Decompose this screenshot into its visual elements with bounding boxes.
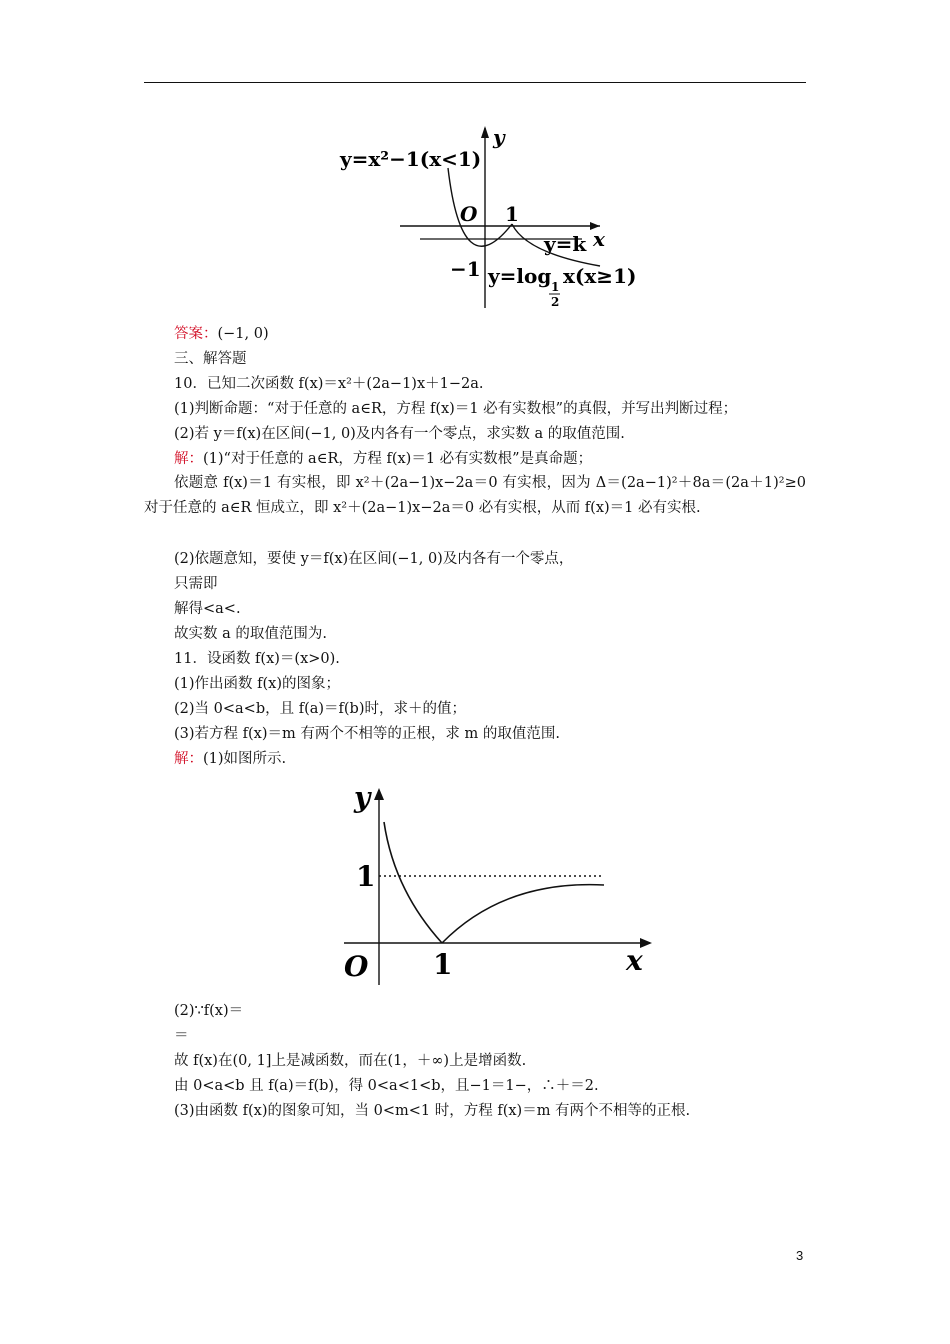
label-origin: O [460, 202, 478, 226]
answer-line [174, 324, 269, 344]
label-parabola: y=x²−1(x<1) [340, 147, 482, 171]
q11-part2: (2)当 0<a<b，且 f(a)＝f(b)时，求＋的值； [174, 701, 466, 717]
label-y: y [354, 781, 371, 814]
sol11-line1-text: (1)如图所示. [203, 751, 287, 767]
y-axis-arrow [481, 126, 489, 138]
sol11b-line4: 由 0<a<b 且 f(a)＝f(b)，得 0<a<1<b，且−1＝1−，∴＋＝2. [174, 1078, 599, 1094]
y-axis-arrow [374, 788, 384, 800]
answer-label: 答案： [174, 326, 218, 342]
sol10-line4: 解得<a<. [174, 601, 241, 617]
section-heading: 三、解答题 [174, 351, 247, 367]
sol10-label: 解： [174, 451, 203, 467]
decreasing-branch [384, 822, 442, 943]
sol10-line5: 故实数 a 的取值范围为. [174, 626, 327, 642]
increasing-branch [442, 885, 604, 943]
label-origin: O [344, 950, 369, 983]
sol10-paragraph: 依题意 f(x)＝1 有实根，即 x²＋(2a−1)x−2a＝0 有实根，因为 Δ＝(2a−1)²＋8a＝(2a＋1)²≥0 对于任意的 a∈R 恒成立，即 x²＋(2a−1)x−2a＝0 必有实根，从而 f(x)＝1 必有实根. [144, 475, 806, 516]
q11-part1: (1)作出函数 f(x)的图象； [174, 676, 341, 692]
sol11b-line1: (2)∵f(x)＝ [174, 1003, 244, 1019]
figure-fx-graph [334, 780, 664, 990]
sol11b-line5: (3)由函数 f(x)的图象可知，当 0<m<1 时，方程 f(x)＝m 有两个不相等的正根. [174, 1103, 691, 1119]
label-x: x [626, 944, 643, 977]
sol11b-line3: 故 f(x)在(0, 1]上是减函数，而在(1，＋∞)上是增函数. [174, 1053, 527, 1069]
sol11-line1 [174, 749, 286, 769]
sol10-line1-text: (1)“对于任意的 a∈R，方程 f(x)＝1 必有实数根”是真命题； [203, 451, 593, 467]
label-k: y=k [544, 232, 587, 256]
label-log-base-den: 2 [551, 295, 560, 309]
sol11-label: 解： [174, 751, 203, 767]
label-one: 1 [505, 202, 519, 226]
label-neg-one: −1 [450, 257, 481, 281]
page-number: 3 [796, 1248, 804, 1263]
label-log: y=log [488, 264, 552, 288]
label-y: y [493, 125, 505, 149]
sol11b-line2: ＝ [174, 1028, 189, 1044]
sol10-line2: (2)依题意知，要使 y＝f(x)在区间(−1, 0)及内各有一个零点， [174, 551, 574, 567]
sol10-line3: 只需即 [174, 576, 218, 592]
q10-stem: 10．已知二次函数 f(x)＝x²＋(2a−1)x＋1−2a. [174, 376, 484, 392]
q10-part2: (2)若 y＝f(x)在区间(−1, 0)及内各有一个零点，求实数 a 的取值范围. [174, 426, 625, 442]
q11-part3: (3)若方程 f(x)＝m 有两个不相等的正根，求 m 的取值范围. [174, 726, 560, 742]
answer-value: (−1, 0) [217, 326, 269, 342]
sol10-line1 [174, 449, 592, 469]
label-one-y: 1 [356, 860, 376, 893]
label-one-x: 1 [433, 948, 453, 981]
label-log-rest: x(x≥1) [563, 264, 637, 288]
q10-part1: (1)判断命题：“对于任意的 a∈R，方程 f(x)＝1 必有实数根”的真假，并写出判断过程； [174, 401, 738, 417]
label-x: x [593, 227, 605, 251]
q11-stem: 11．设函数 f(x)＝(x>0). [174, 651, 340, 667]
figure-parabola-log [330, 118, 660, 318]
parabola-curve [448, 168, 512, 246]
header-rule [144, 82, 806, 83]
label-log-base-num: 1 [551, 280, 560, 294]
